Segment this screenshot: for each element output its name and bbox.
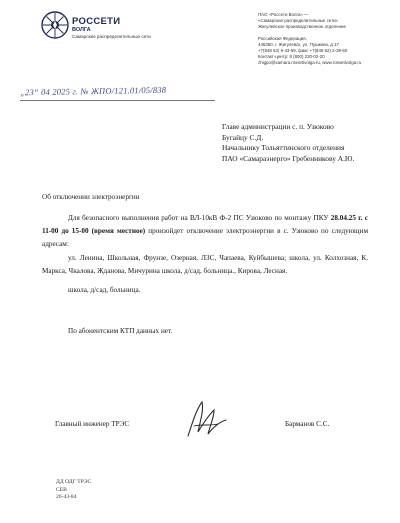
sender-line: Контакт-центр: 8 (800) 220-02-20 [258, 54, 325, 60]
rosseti-emblem-icon [40, 10, 70, 40]
logo-region: ВОЛГА [72, 27, 91, 33]
sender-line: 445350, г. Жигулевск, ул. Пушкина, д.17 [258, 41, 339, 47]
body-paragraph-addresses: ул. Ленина, Школьная, Фрунзе, Озерная, ЛЗС, Чапаева, Куйбышева; школа, ул. Колхозная, К. Маркса, Чкалова, Жданова, Мичурина школа, д/сад, больница., Кирова, Лесная. [42, 253, 368, 275]
sender-block [258, 12, 398, 67]
body-p1-start: Для безопасного выполнения работ на ВЛ-10кВ Ф-2 ПС Узюково по монтажу ПКУ [68, 214, 331, 222]
body-paragraph-facilities: школа, д/сад, больница. [68, 286, 141, 295]
registration-line [20, 100, 215, 101]
addressee-line: Главе администрации с. п. Узюково [222, 122, 334, 131]
sender-line: +7(848 62) 6-43-59, факс +7(848 62) 2-39-50 [258, 48, 348, 54]
sender-line: Жигулевское производственное отделение [258, 24, 346, 30]
addressee-block [222, 122, 354, 164]
sender-line: zhigpo@samara.rossetivolga.ru, www.rossetivolga.ru [258, 60, 362, 66]
letter-body [42, 212, 368, 338]
handwritten-signature [180, 396, 240, 446]
body-p1-end: произойдет отключение электроэнергии в с. Узюково по следующим адресам: [42, 227, 368, 249]
sender-line: ПАО «Россети Волга» — [258, 12, 309, 17]
letter-subject: Об отключении электроэнергии [42, 193, 140, 201]
footer-line: ДД ОДГ ТРЭС [56, 479, 92, 485]
footer-line: СЕВ [56, 486, 67, 493]
signatory-title: Главный инженер ТРЭС [55, 420, 130, 428]
signatory-name: Барманов С.С. [285, 420, 330, 428]
sender-line: «Самарские распределительные сети» [258, 18, 339, 24]
footer-line: 26-43-84 [56, 494, 77, 501]
footer-block [56, 479, 91, 502]
sender-line: Российская Федерация, [258, 35, 307, 41]
body-paragraph-1 [42, 212, 368, 252]
body-paragraph-kpt: По абонентским КТП данных нет. [68, 327, 173, 336]
outage-time: 28.04.25 г. с 11-00 до 15-00 (время местное) [42, 214, 368, 236]
addressee-line: Бугайцу С.Д. [222, 132, 264, 142]
logo-brand: РОССЕТИ [72, 16, 121, 27]
logo-branch: Самарские распределительные сети [72, 34, 151, 39]
registration-number: „23“ 04 2025 г. № ЖПО/121.01/05/838 [19, 84, 167, 98]
addressee-line: Начальнику Тольяттинского отделения [222, 143, 345, 152]
rosseti-logo [40, 10, 160, 50]
addressee-line: ПАО «Самараэнерго» Гребенникову А.Ю. [222, 153, 355, 163]
